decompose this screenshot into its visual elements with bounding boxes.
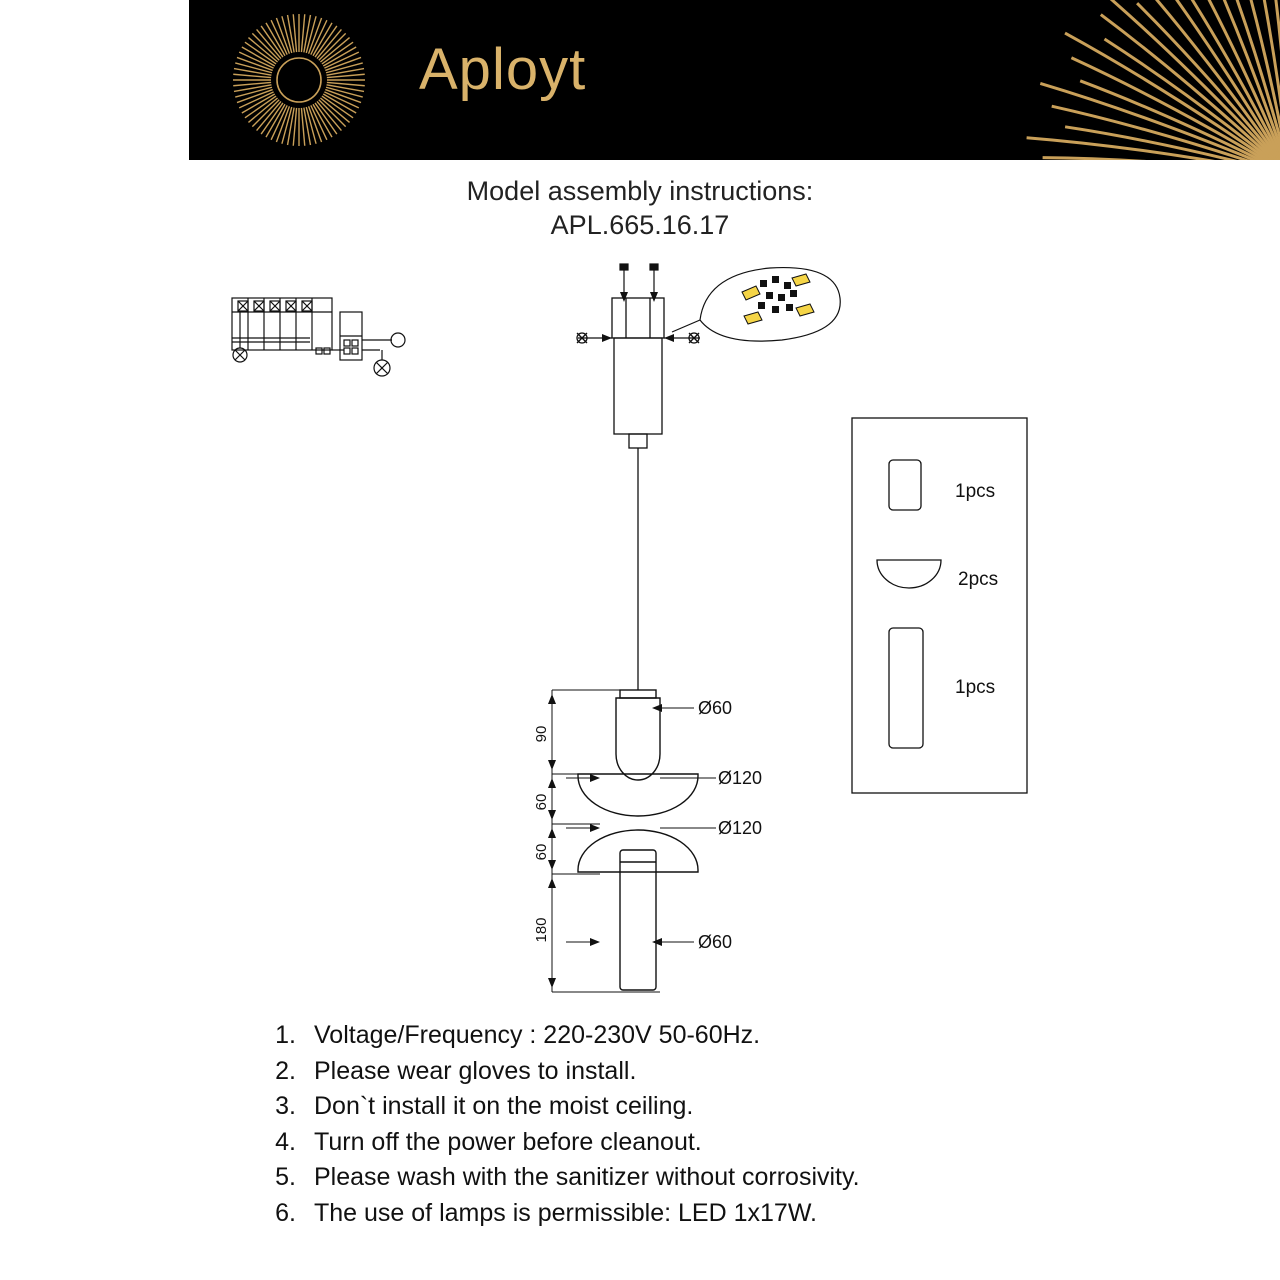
note-text: The use of lamps is permissible: LED 1x17W.: [314, 1198, 817, 1227]
diameter-label-3: Ø120: [718, 818, 763, 838]
part-qty-3: 1pcs: [955, 677, 996, 698]
diameter-label-4: Ø60: [698, 932, 733, 952]
brand-name: Aployt: [419, 37, 587, 102]
list-item: [250, 1196, 1250, 1232]
note-number: 6.: [275, 1198, 296, 1227]
height-label-3: 60: [533, 843, 550, 861]
model-number: APL.665.16.17: [550, 210, 730, 240]
note-text: Please wash with the sanitizer without corrosivity.: [314, 1163, 860, 1191]
brand-banner: [189, 0, 1280, 160]
part-qty-2: 2pcs: [958, 569, 999, 590]
list-item: [250, 1089, 1250, 1125]
note-text: Don`t install it on the moist ceiling.: [314, 1092, 694, 1120]
fan-rays-decoration-icon: [760, 0, 1280, 160]
parts-list-box: [852, 418, 1027, 793]
height-label-4: 180: [533, 917, 550, 943]
list-item: [250, 1054, 1250, 1090]
note-text: Please wear gloves to install.: [314, 1056, 637, 1085]
instruction-notes: [250, 1018, 1250, 1231]
diameter-label-1: Ø60: [698, 698, 733, 718]
note-text: Voltage/Frequency : 220-230V 50-60Hz.: [314, 1021, 761, 1049]
sunburst-logo-icon: [229, 10, 369, 150]
height-label-1: 90: [533, 725, 550, 743]
note-number: 2.: [275, 1056, 296, 1085]
lamp-assembly-elevation: [578, 690, 698, 990]
wiring-terminal-block-diagram: [232, 298, 405, 376]
list-item: [250, 1160, 1250, 1196]
page-title: Model assembly instructions:: [466, 176, 814, 206]
assembly-drawing: [0, 250, 1280, 1010]
list-item: [250, 1018, 1250, 1054]
diameter-label-2: Ø120: [718, 768, 763, 788]
height-label-2: 60: [533, 793, 550, 811]
screws-and-anchors-callout: [672, 268, 840, 342]
part-qty-1: 1pcs: [955, 481, 996, 502]
note-number: 4.: [275, 1127, 296, 1156]
note-number: 1.: [275, 1021, 296, 1049]
list-item: [250, 1125, 1250, 1161]
note-number: 5.: [275, 1163, 296, 1191]
note-number: 3.: [275, 1092, 296, 1120]
dimension-annotations: [548, 690, 716, 992]
note-text: Turn off the power before cleanout.: [314, 1127, 702, 1156]
